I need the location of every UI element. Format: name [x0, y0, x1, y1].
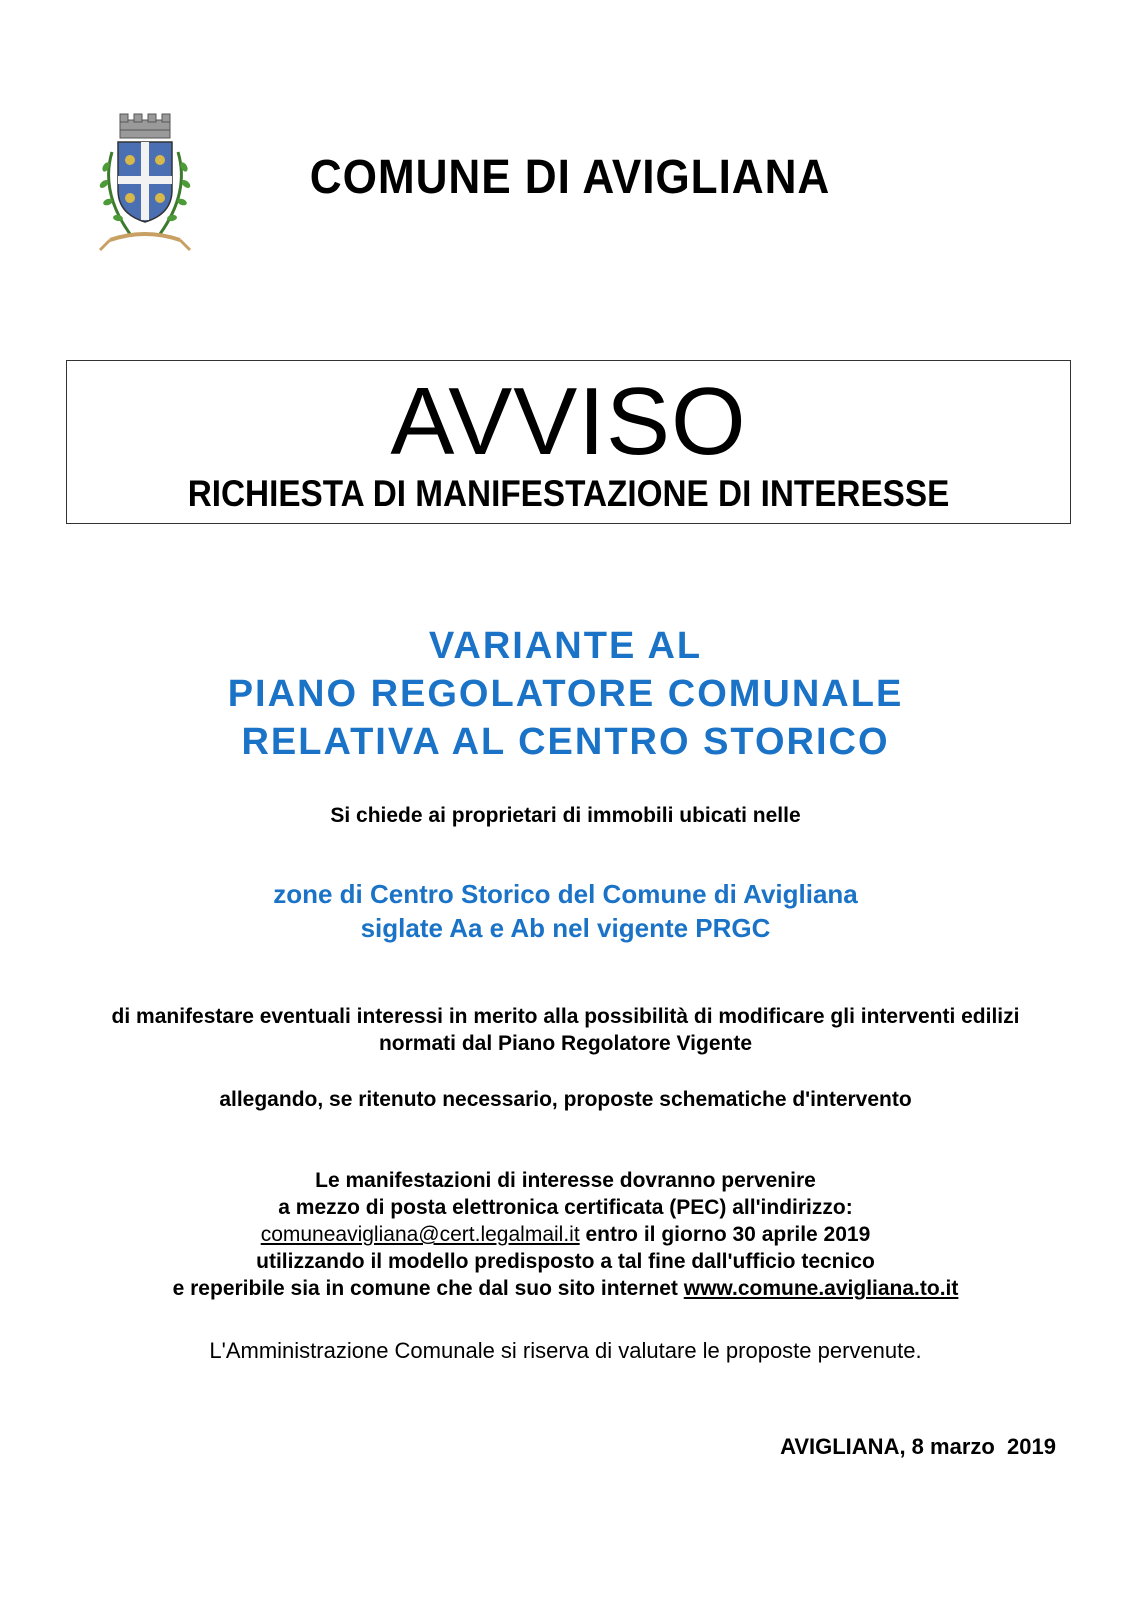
variant-title	[100, 622, 1031, 766]
notice-title: AVVISO	[390, 368, 747, 475]
variant-title-line: RELATIVA AL CENTRO STORICO	[241, 721, 890, 763]
request-intro-text: Si chiede ai proprietari di immobili ubicati nelle	[330, 804, 801, 827]
submission-line: a mezzo di posta elettronica certificata (PEC) all'indirizzo:	[278, 1196, 853, 1219]
deadline-text: entro il giorno 30 aprile 2019	[579, 1223, 871, 1246]
place-date: AVIGLIANA, 8 marzo 2019	[780, 1434, 1056, 1459]
attachments-text: allegando, se ritenuto necessario, proposte schematiche d'intervento	[219, 1088, 912, 1111]
website-prefix: e reperibile sia in comune che dal suo sito internet	[172, 1277, 684, 1300]
submission-info	[60, 1167, 1071, 1302]
website-link[interactable]: www.comune.avigliana.to.it	[683, 1277, 959, 1300]
variant-title-line: PIANO REGOLATORE COMUNALE	[227, 673, 904, 715]
request-attachments	[40, 1086, 1091, 1113]
purpose-line: di manifestare eventuali interessi in merito alla possibilità di modificare gli interventi edilizi	[111, 1005, 1020, 1028]
purpose-line: normati dal Piano Regolatore Vigente	[378, 1032, 753, 1055]
zones-line: zone di Centro Storico del Comune di Avigliana	[273, 879, 858, 909]
submission-line: Le manifestazioni di interesse dovranno pervenire	[315, 1169, 816, 1192]
submission-website-line	[60, 1275, 1071, 1302]
coat-of-arms-icon	[90, 112, 200, 262]
submission-line: utilizzando il modello predisposto a tal fine dall'ufficio tecnico	[256, 1250, 875, 1273]
municipality-title: COMUNE DI AVIGLIANA	[309, 151, 831, 204]
zones-line: siglate Aa e Ab nel vigente PRGC	[360, 913, 771, 943]
notice-subtitle: RICHIESTA DI MANIFESTAZIONE DI INTERESSE	[187, 473, 950, 514]
variant-title-line: VARIANTE AL	[428, 625, 703, 667]
request-purpose	[40, 1003, 1091, 1057]
request-intro	[40, 802, 1091, 829]
zones-text	[100, 877, 1031, 945]
pec-email-link[interactable]: comuneavigliana@cert.legalmail.it	[260, 1223, 580, 1246]
notice-box	[66, 360, 1071, 524]
reserve-statement: L'Amministrazione Comunale si riserva di valutare le proposte pervenute.	[209, 1338, 922, 1363]
submission-email-line	[60, 1221, 1071, 1248]
